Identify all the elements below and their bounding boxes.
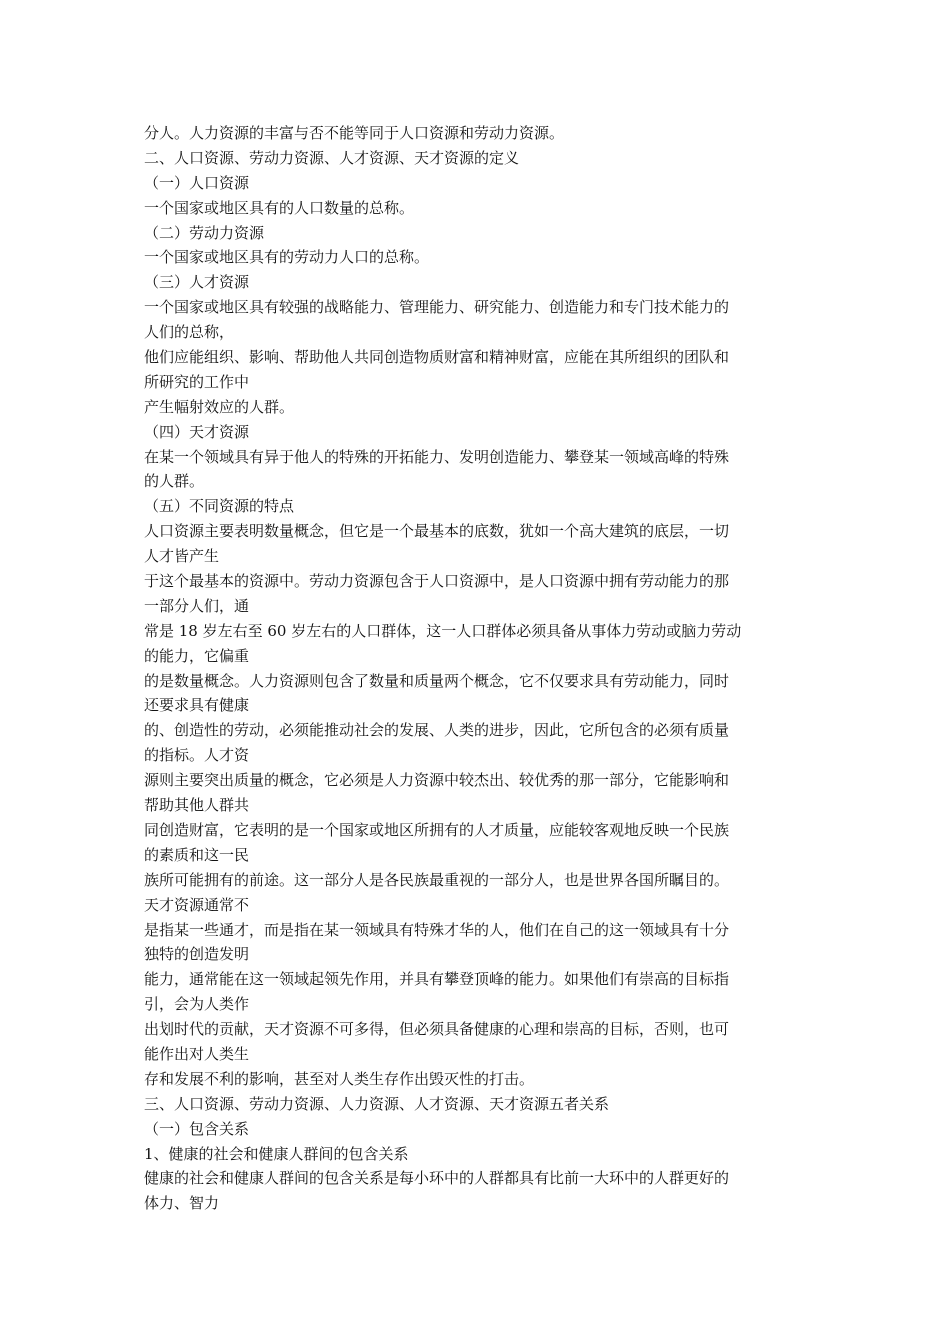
text-line: 是指某一些通才，而是指在某一领域具有特殊才华的人，他们在自己的这一领域具有十分 xyxy=(144,920,730,939)
text-line: 分人。人力资源的丰富与否不能等同于人口资源和劳动力资源。 xyxy=(144,124,565,142)
text-line: 一部分人们，通 xyxy=(144,596,250,615)
text-line: 他们应能组织、影响、帮助他人共同创造物质财富和精神财富，应能在其所组织的团队和 xyxy=(144,348,730,367)
text-line: 的人群。 xyxy=(144,472,205,491)
document-body xyxy=(144,121,810,1216)
text-line: 源则主要突出质量的概念，它必须是人力资源中较杰出、较优秀的那一部分，它能影响和 xyxy=(144,771,730,790)
text-line: 于这个最基本的资源中。劳动力资源包含于人口资源中，是人口资源中拥有劳动能力的那 xyxy=(144,572,730,591)
text-line: 的是数量概念。人力资源则包含了数量和质量两个概念，它不仅要求具有劳动能力，同时 xyxy=(144,671,730,690)
text-line: 1、健康的社会和健康人群间的包含关系 xyxy=(144,1144,409,1163)
text-line: 引，会为人类作 xyxy=(144,995,250,1014)
text-line: 独特的创造发明 xyxy=(144,945,250,964)
text-line: 同创造财富，它表明的是一个国家或地区所拥有的人才质量，应能较客观地反映一个民族 xyxy=(144,820,730,839)
text-line: 存和发展不利的影响，甚至对人类生存作出毁灭性的打击。 xyxy=(144,1069,535,1088)
text-line: 在某一个领域具有异于他人的特殊的开拓能力、发明创造能力、攀登某一领域高峰的特殊 xyxy=(144,447,730,466)
text-line: 健康的社会和健康人群间的包含关系是每小环中的人群都具有比前一大环中的人群更好的 xyxy=(144,1169,730,1188)
text-line: 二、人口资源、劳动力资源、人才资源、天才资源的定义 xyxy=(144,148,520,167)
text-line: 一个国家或地区具有较强的战略能力、管理能力、研究能力、创造能力和专门技术能力的 xyxy=(144,298,730,317)
text-line: 能作出对人类生 xyxy=(144,1044,250,1063)
text-line: 的、创造性的劳动，必须能推动社会的发展、人类的进步，因此，它所包含的必须有质量 xyxy=(144,721,730,740)
text-line: 三、人口资源、劳动力资源、人力资源、人才资源、天才资源五者关系 xyxy=(144,1094,610,1113)
text-line: 的能力，它偏重 xyxy=(144,646,250,665)
text-line: 出划时代的贡献，天才资源不可多得，但必须具备健康的心理和崇高的目标，否则，也可 xyxy=(144,1020,730,1039)
text-line: 人口资源主要表明数量概念，但它是一个最基本的底数，犹如一个高大建筑的底层，一切 xyxy=(144,522,730,541)
text-line: （三）人才资源 xyxy=(144,273,250,292)
text-line: （一）人口资源 xyxy=(144,173,250,192)
text-line: （五）不同资源的特点 xyxy=(144,497,295,516)
text-line: 人们的总称， xyxy=(144,323,235,342)
text-line: 一个国家或地区具有的人口数量的总称。 xyxy=(144,198,415,217)
text-line: 的指标。人才资 xyxy=(144,746,250,765)
text-line: 天才资源通常不 xyxy=(144,895,250,914)
text-line: 的素质和这一民 xyxy=(144,845,250,864)
text-line: 还要求具有健康 xyxy=(144,696,250,715)
text-line: 人才皆产生 xyxy=(144,547,220,566)
text-line: 产生幅射效应的人群。 xyxy=(144,397,295,416)
text-line: 体力、智力 xyxy=(144,1194,220,1213)
text-line: 所研究的工作中 xyxy=(144,372,250,391)
text-line: 族所可能拥有的前途。这一部分人是各民族最重视的一部分人，也是世界各国所瞩目的。 xyxy=(144,870,730,889)
text-line: 能力，通常能在这一领域起领先作用，并具有攀登顶峰的能力。如果他们有崇高的目标指 xyxy=(144,970,730,989)
text-line: （二）劳动力资源 xyxy=(144,223,265,242)
text-line: （四）天才资源 xyxy=(144,422,250,441)
text-line: 一个国家或地区具有的劳动力人口的总称。 xyxy=(144,248,430,267)
text-line: 帮助其他人群共 xyxy=(144,796,250,815)
text-line: 常是 18 岁左右至 60 岁左右的人口群体，这一人口群体必须具备从事体力劳动或脑力劳动 xyxy=(144,621,742,640)
text-line: （一）包含关系 xyxy=(144,1119,250,1138)
